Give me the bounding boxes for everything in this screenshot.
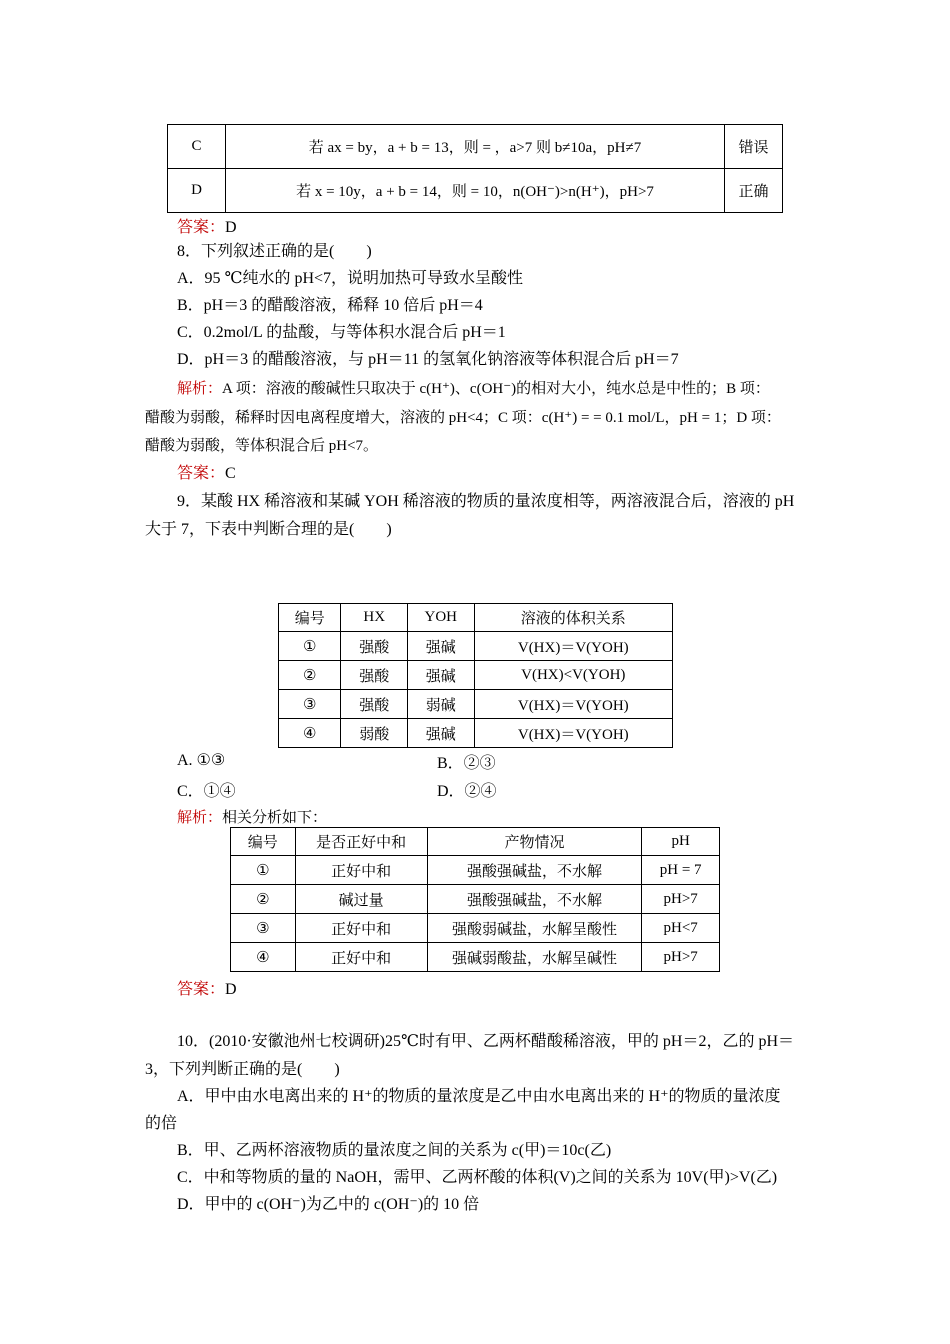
cell: V(HX)＝V(YOH): [474, 690, 672, 719]
q9-option-a: A. ①③: [177, 752, 226, 769]
row-verdict: 正确: [725, 169, 783, 213]
answer-value: D: [225, 219, 237, 236]
header-cell: HX: [341, 604, 407, 632]
q8-option-b: B．pH＝3 的醋酸溶液，稀释 10 倍后 pH＝4: [177, 297, 483, 314]
q9-option-c: C．①④: [177, 783, 236, 800]
analysis-intro: 相关分析如下：: [222, 810, 328, 826]
table-row: [231, 885, 720, 914]
q9-option-d: D．②④: [437, 783, 497, 800]
cell: 强碱: [407, 632, 474, 661]
q10-option-c: C．中和等物质的量的 NaOH，需甲、乙两杯酸的体积(V)之间的关系为 10V(甲)>V(乙): [177, 1169, 778, 1186]
cell: ①: [279, 632, 341, 661]
cell: 正好中和: [295, 914, 427, 943]
table-row: [168, 169, 783, 213]
analysis-text: A 项：溶液的酸碱性只取决于 c(H⁺)、c(OH⁻)的相对大小，纯水总是中性的；B 项：: [222, 381, 770, 397]
q8-analysis-line-3: 醋酸为弱酸，等体积混合后 pH<7。: [145, 438, 379, 454]
analysis-label: 解析：: [177, 810, 223, 826]
cell: ①: [231, 856, 296, 885]
answer-label: 答案：: [177, 219, 226, 236]
q10-option-a-line-1: A．甲中由水电离出来的 H⁺的物质的量浓度是乙中由水电离出来的 H⁺的物质的量浓度: [177, 1088, 781, 1105]
cell: ③: [279, 690, 341, 719]
cell: 强酸: [341, 690, 407, 719]
q9-option-b: B．②③: [437, 755, 496, 772]
cell: ④: [279, 719, 341, 748]
row-label: C: [168, 125, 226, 169]
table-row: [279, 632, 673, 661]
row-content: 若 ax = by，a + b = 13，则 = ，a>7 则 b≠10a，pH≠7: [226, 125, 725, 169]
header-cell: pH: [642, 828, 720, 856]
cell: V(HX)<V(YOH): [474, 661, 672, 690]
cell: 强酸: [341, 632, 407, 661]
q10-option-b: B．甲、乙两杯溶液物质的量浓度之间的关系为 c(甲)＝10c(乙): [177, 1142, 612, 1159]
cell: V(HX)＝V(YOH): [474, 719, 672, 748]
q9-table: [278, 603, 673, 748]
cell: 强碱: [407, 661, 474, 690]
cell: 强酸强碱盐，不水解: [427, 885, 642, 914]
table-header-row: [279, 604, 673, 632]
cell: 强酸强碱盐，不水解: [427, 856, 642, 885]
table-row: [231, 914, 720, 943]
q8-option-d: D．pH＝3 的醋酸溶液，与 pH＝11 的氢氧化钠溶液等体积混合后 pH＝7: [177, 351, 679, 368]
cell: 强酸: [341, 661, 407, 690]
header-cell: 产物情况: [427, 828, 642, 856]
table-row: [279, 719, 673, 748]
header-cell: 溶液的体积关系: [474, 604, 672, 632]
header-cell: 编号: [279, 604, 341, 632]
answer-value: C: [225, 465, 236, 482]
q10-option-a-line-2: 的倍: [145, 1115, 178, 1132]
row-label: D: [168, 169, 226, 213]
cell: 正好中和: [295, 856, 427, 885]
q10-option-d: D．甲中的 c(OH⁻)为乙中的 c(OH⁻)的 10 倍: [177, 1196, 480, 1213]
q8-stem: 8．下列叙述正确的是( ): [177, 243, 372, 260]
cell: 强碱: [407, 719, 474, 748]
cell: 碱过量: [295, 885, 427, 914]
table-row: [279, 690, 673, 719]
answer-label: 答案：: [177, 465, 226, 482]
cell: pH>7: [642, 943, 720, 972]
q9-analysis-table: [230, 827, 720, 972]
row-content: 若 x = 10y，a + b = 14，则 = 10，n(OH⁻)>n(H⁺)，pH>7: [226, 169, 725, 213]
cell: pH>7: [642, 885, 720, 914]
cell: ②: [231, 885, 296, 914]
q8-option-c: C．0.2mol/L 的盐酸，与等体积水混合后 pH＝1: [177, 324, 506, 341]
table-header-row: [231, 828, 720, 856]
q10-stem-line-2: 3，下列判断正确的是( ): [145, 1061, 340, 1078]
q9-stem-line-2: 大于 7，下表中判断合理的是( ): [145, 521, 392, 538]
cell: pH = 7: [642, 856, 720, 885]
header-cell: YOH: [407, 604, 474, 632]
q10-stem-line-1: 10．(2010·安徽池州七校调研)25℃时有甲、乙两杯醋酸稀溶液，甲的 pH＝2，乙的 pH＝: [177, 1033, 794, 1050]
q8-analysis-line-1: [177, 379, 770, 399]
answer-label: 答案：: [177, 981, 226, 998]
q8-option-a: A．95 ℃纯水的 pH<7，说明加热可导致水呈酸性: [177, 270, 524, 287]
cell: 正好中和: [295, 943, 427, 972]
cell: ④: [231, 943, 296, 972]
q9-stem-line-1: 9．某酸 HX 稀溶液和某碱 YOH 稀溶液的物质的量浓度相等，两溶液混合后，溶液的 pH: [177, 493, 795, 510]
q8-answer: [177, 464, 236, 484]
cell: 强酸弱碱盐，水解呈酸性: [427, 914, 642, 943]
cell: ③: [231, 914, 296, 943]
q9-analysis: [177, 806, 327, 827]
cell: 弱碱: [407, 690, 474, 719]
cell: V(HX)＝V(YOH): [474, 632, 672, 661]
table-row: [231, 856, 720, 885]
cell: ②: [279, 661, 341, 690]
answer-value: D: [225, 981, 237, 998]
q7-answer: [177, 214, 237, 237]
cell: pH<7: [642, 914, 720, 943]
table-row: [168, 125, 783, 169]
row-verdict: 错误: [725, 125, 783, 169]
table-row: [231, 943, 720, 972]
header-cell: 编号: [231, 828, 296, 856]
analysis-label: 解析：: [177, 381, 223, 397]
header-cell: 是否正好中和: [295, 828, 427, 856]
q8-analysis-line-2: 醋酸为弱酸，稀释时因电离程度增大，溶液的 pH<4；C 项：c(H⁺) = = 0.1 mol/L，pH = 1；D 项：: [145, 410, 781, 426]
cell: 弱酸: [341, 719, 407, 748]
top-table: [167, 124, 783, 213]
q9-answer: [177, 976, 237, 999]
cell: 强碱弱酸盐，水解呈碱性: [427, 943, 642, 972]
table-row: [279, 661, 673, 690]
